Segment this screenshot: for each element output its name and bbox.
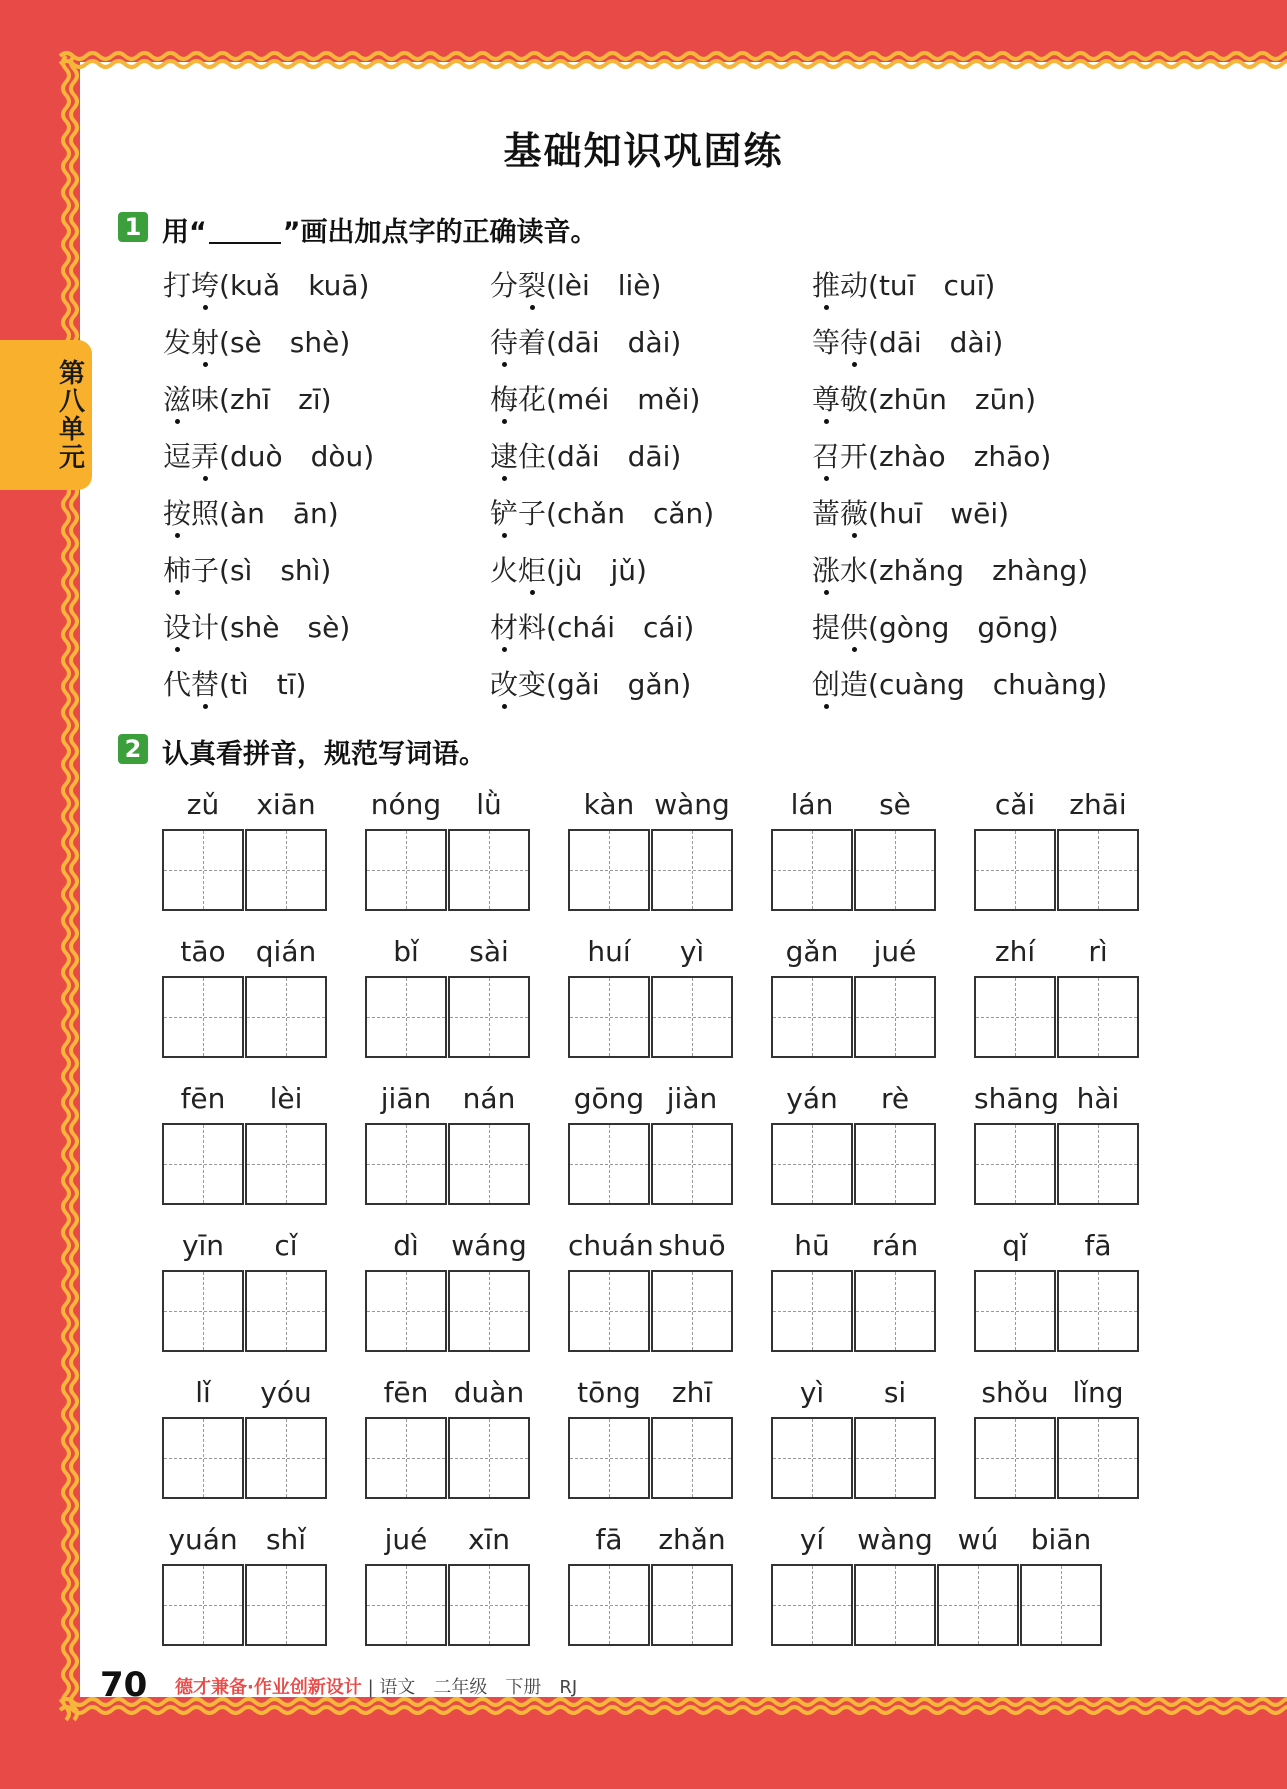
pinyin-options: (dāi dài) bbox=[868, 326, 1004, 359]
dotted-character: 推 bbox=[812, 269, 841, 302]
pinyin-syllable: yīn bbox=[181, 1229, 225, 1262]
reading-item bbox=[490, 549, 647, 589]
writing-box[interactable] bbox=[245, 1564, 327, 1646]
pinyin-syllable: yóu bbox=[260, 1376, 312, 1409]
pinyin-syllable: fā bbox=[595, 1523, 623, 1556]
reading-item bbox=[163, 663, 306, 703]
pinyin-syllable: rán bbox=[871, 1229, 919, 1262]
dotted-character: 替 bbox=[191, 668, 220, 701]
writing-box[interactable] bbox=[771, 829, 853, 911]
writing-box[interactable] bbox=[854, 829, 936, 911]
writing-box[interactable] bbox=[568, 1417, 650, 1499]
pinyin-options: (gòng gōng) bbox=[868, 611, 1059, 644]
question-2-text: 认真看拼音，规范写词语。 bbox=[162, 739, 486, 770]
pinyin-syllable: zhǎn bbox=[658, 1523, 726, 1556]
pinyin-syllable: tāo bbox=[180, 935, 226, 968]
writing-box[interactable] bbox=[365, 976, 447, 1058]
writing-box[interactable] bbox=[854, 1564, 936, 1646]
character: 住 bbox=[518, 440, 547, 473]
dotted-character: 尊 bbox=[812, 383, 841, 416]
pinyin-options: (huī wēi) bbox=[868, 497, 1010, 530]
pinyin-options: (cuàng chuàng) bbox=[868, 668, 1108, 701]
writing-box[interactable] bbox=[245, 1123, 327, 1205]
pinyin-options: (zhào zhāo) bbox=[868, 440, 1052, 473]
reading-item bbox=[490, 264, 661, 304]
dotted-character: 逮 bbox=[490, 440, 519, 473]
reading-item bbox=[812, 606, 1059, 646]
reading-item bbox=[812, 264, 995, 304]
reading-item bbox=[812, 663, 1107, 703]
pinyin-options: (dāi dài) bbox=[546, 326, 682, 359]
question-1-text-a: 用“ bbox=[162, 217, 207, 248]
dotted-character: 射 bbox=[191, 326, 220, 359]
pinyin-syllable: kàn bbox=[583, 788, 635, 821]
pinyin-options: (tì tī) bbox=[219, 668, 307, 701]
writing-box[interactable] bbox=[162, 1270, 244, 1352]
writing-box[interactable] bbox=[854, 1417, 936, 1499]
pinyin-syllable: wáng bbox=[451, 1229, 527, 1262]
dotted-character: 裂 bbox=[518, 269, 547, 302]
pinyin-syllable: rè bbox=[880, 1082, 910, 1115]
writing-box[interactable] bbox=[568, 829, 650, 911]
writing-box[interactable] bbox=[854, 976, 936, 1058]
pinyin-syllable: zǔ bbox=[186, 788, 220, 821]
pinyin-syllable: shuō bbox=[658, 1229, 726, 1262]
character: 子 bbox=[191, 554, 220, 587]
writing-box[interactable] bbox=[771, 1564, 853, 1646]
reading-item bbox=[490, 435, 681, 475]
reading-item bbox=[490, 606, 694, 646]
pinyin-syllable: gǎn bbox=[785, 935, 839, 968]
character: 变 bbox=[518, 668, 547, 701]
character: 子 bbox=[518, 497, 547, 530]
unit-tab-label: 第八单元 bbox=[58, 359, 85, 473]
pinyin-syllable: huí bbox=[587, 935, 631, 968]
writing-box[interactable] bbox=[1057, 1123, 1139, 1205]
pinyin-syllable: shǐ bbox=[265, 1523, 307, 1556]
dotted-character: 薇 bbox=[840, 497, 869, 530]
footer-separator: | bbox=[367, 1677, 374, 1698]
writing-box[interactable] bbox=[162, 976, 244, 1058]
dotted-character: 召 bbox=[812, 440, 841, 473]
pinyin-options: (chǎn cǎn) bbox=[546, 497, 715, 530]
page-number: 70 bbox=[100, 1665, 148, 1705]
writing-box[interactable] bbox=[651, 1270, 733, 1352]
dotted-character: 铲 bbox=[490, 497, 519, 530]
pinyin-syllable: rì bbox=[1088, 935, 1108, 968]
character: 水 bbox=[840, 554, 869, 587]
pinyin-syllable: lèi bbox=[269, 1082, 303, 1115]
wave-line bbox=[60, 53, 1287, 59]
writing-box[interactable] bbox=[162, 829, 244, 911]
character: 动 bbox=[840, 269, 869, 302]
dotted-character: 垮 bbox=[191, 269, 220, 302]
pinyin-options: (jù jǔ) bbox=[546, 554, 647, 587]
pinyin-syllable: yuán bbox=[168, 1523, 238, 1556]
dotted-character: 滋 bbox=[163, 383, 192, 416]
character: 开 bbox=[840, 440, 869, 473]
pinyin-syllable: shǒu bbox=[981, 1376, 1049, 1409]
dotted-character: 待 bbox=[490, 326, 519, 359]
writing-box[interactable] bbox=[974, 1417, 1056, 1499]
pinyin-syllable: lǐng bbox=[1072, 1376, 1124, 1409]
pinyin-syllable: cǎi bbox=[994, 788, 1036, 821]
character: 照 bbox=[191, 497, 220, 530]
reading-item bbox=[163, 264, 369, 304]
writing-box[interactable] bbox=[245, 829, 327, 911]
writing-box[interactable] bbox=[771, 1417, 853, 1499]
writing-box[interactable] bbox=[937, 1564, 1019, 1646]
reading-item bbox=[490, 378, 700, 418]
writing-box[interactable] bbox=[1057, 1270, 1139, 1352]
pinyin-syllable: sài bbox=[469, 935, 509, 968]
pinyin-syllable: cǐ bbox=[274, 1229, 298, 1262]
pinyin-options: (kuǎ kuā) bbox=[219, 269, 370, 302]
reading-item bbox=[812, 549, 1088, 589]
writing-box[interactable] bbox=[854, 1123, 936, 1205]
writing-box[interactable] bbox=[1057, 976, 1139, 1058]
character: 火 bbox=[490, 554, 519, 587]
reading-item bbox=[163, 549, 331, 589]
pinyin-options: (sè shè) bbox=[219, 326, 351, 359]
reading-item bbox=[812, 435, 1051, 475]
writing-box[interactable] bbox=[1057, 1417, 1139, 1499]
pinyin-syllable: gōng bbox=[573, 1082, 645, 1115]
wave-line bbox=[60, 1707, 1287, 1713]
footer bbox=[175, 1673, 577, 1699]
pinyin-syllable: jiān bbox=[380, 1082, 432, 1115]
character: 计 bbox=[191, 611, 220, 644]
writing-box[interactable] bbox=[771, 976, 853, 1058]
writing-box[interactable] bbox=[1057, 829, 1139, 911]
reading-item bbox=[163, 378, 332, 418]
writing-box[interactable] bbox=[365, 1270, 447, 1352]
pinyin-options: (dǎi dāi) bbox=[546, 440, 682, 473]
footer-subject: 语文 二年级 下册 RJ bbox=[379, 1677, 578, 1698]
pinyin-syllable: hài bbox=[1076, 1082, 1120, 1115]
pinyin-syllable: duàn bbox=[453, 1376, 525, 1409]
question-1-text bbox=[162, 210, 598, 249]
reading-item bbox=[163, 435, 374, 475]
pinyin-syllable: yán bbox=[786, 1082, 838, 1115]
writing-box[interactable] bbox=[365, 1123, 447, 1205]
writing-box[interactable] bbox=[162, 1417, 244, 1499]
pinyin-syllable: lǐ bbox=[195, 1376, 211, 1409]
writing-box[interactable] bbox=[854, 1270, 936, 1352]
character: 敬 bbox=[840, 383, 869, 416]
character: 代 bbox=[163, 668, 192, 701]
pinyin-options: (gǎi gǎn) bbox=[546, 668, 692, 701]
writing-box[interactable] bbox=[568, 976, 650, 1058]
pinyin-syllable: jué bbox=[873, 935, 917, 968]
writing-box[interactable] bbox=[771, 1270, 853, 1352]
writing-box[interactable] bbox=[162, 1564, 244, 1646]
writing-box[interactable] bbox=[568, 1564, 650, 1646]
writing-box[interactable] bbox=[1020, 1564, 1102, 1646]
writing-box[interactable] bbox=[651, 1564, 733, 1646]
pinyin-options: (méi měi) bbox=[546, 383, 701, 416]
pinyin-syllable: wú bbox=[957, 1523, 999, 1556]
reading-item bbox=[163, 606, 350, 646]
pinyin-syllable: si bbox=[883, 1376, 907, 1409]
writing-box[interactable] bbox=[365, 1417, 447, 1499]
pinyin-options: (zhī zī) bbox=[219, 383, 332, 416]
character: 提 bbox=[812, 611, 841, 644]
writing-box[interactable] bbox=[974, 1270, 1056, 1352]
writing-box[interactable] bbox=[568, 1270, 650, 1352]
character: 逗 bbox=[163, 440, 192, 473]
pinyin-syllable: lǜ bbox=[476, 788, 502, 821]
dotted-character: 梅 bbox=[490, 383, 519, 416]
pinyin-syllable: fēn bbox=[180, 1082, 226, 1115]
character: 打 bbox=[163, 269, 192, 302]
wave-line bbox=[60, 1699, 1287, 1705]
pinyin-syllable: jiàn bbox=[666, 1082, 718, 1115]
underline-blank bbox=[209, 224, 281, 244]
character: 分 bbox=[490, 269, 519, 302]
dotted-character: 改 bbox=[490, 668, 519, 701]
pinyin-syllable: shāng bbox=[974, 1082, 1060, 1115]
writing-box[interactable] bbox=[365, 1564, 447, 1646]
pinyin-syllable: jué bbox=[384, 1523, 428, 1556]
pinyin-syllable: yí bbox=[799, 1523, 825, 1556]
character: 着 bbox=[518, 326, 547, 359]
reading-item bbox=[812, 492, 1009, 532]
dotted-character: 待 bbox=[840, 326, 869, 359]
pinyin-syllable: wàng bbox=[654, 788, 730, 821]
character: 发 bbox=[163, 326, 192, 359]
pinyin-syllable: tōng bbox=[577, 1376, 641, 1409]
writing-box[interactable] bbox=[651, 829, 733, 911]
pinyin-syllable: qián bbox=[255, 935, 317, 968]
character: 花 bbox=[518, 383, 547, 416]
pinyin-syllable: dì bbox=[393, 1229, 419, 1262]
pinyin-syllable: xiān bbox=[256, 788, 316, 821]
pinyin-syllable: bǐ bbox=[393, 935, 419, 968]
reading-item bbox=[490, 492, 714, 532]
reading-item bbox=[490, 321, 681, 361]
pinyin-syllable: hū bbox=[794, 1229, 830, 1262]
pinyin-syllable: yì bbox=[799, 1376, 825, 1409]
writing-box[interactable] bbox=[448, 976, 530, 1058]
pinyin-syllable: nán bbox=[462, 1082, 516, 1115]
dotted-character: 炬 bbox=[518, 554, 547, 587]
writing-box[interactable] bbox=[974, 829, 1056, 911]
question-1-number: 1 bbox=[118, 212, 148, 242]
pinyin-syllable: biān bbox=[1030, 1523, 1092, 1556]
character: 蔷 bbox=[812, 497, 841, 530]
page-title: 基础知识巩固练 bbox=[503, 129, 784, 173]
writing-box[interactable] bbox=[651, 1417, 733, 1499]
reading-item bbox=[812, 378, 1036, 418]
dotted-character: 设 bbox=[163, 611, 192, 644]
footer-brand: 德才兼备·作业创新设计 bbox=[175, 1677, 362, 1698]
writing-box[interactable] bbox=[448, 1270, 530, 1352]
dotted-character: 柿 bbox=[163, 554, 192, 587]
pinyin-syllable: nóng bbox=[370, 788, 442, 821]
writing-box[interactable] bbox=[568, 1123, 650, 1205]
reading-item bbox=[163, 492, 339, 532]
pinyin-syllable: fā bbox=[1084, 1229, 1112, 1262]
pinyin-options: (zhūn zūn) bbox=[868, 383, 1037, 416]
reading-item bbox=[490, 663, 691, 703]
pinyin-options: (chái cái) bbox=[546, 611, 695, 644]
pinyin-syllable: zhī bbox=[671, 1376, 713, 1409]
pinyin-options: (duò dòu) bbox=[219, 440, 375, 473]
pinyin-syllable: fēn bbox=[383, 1376, 429, 1409]
character: 造 bbox=[840, 668, 869, 701]
writing-box[interactable] bbox=[651, 976, 733, 1058]
pinyin-syllable: qǐ bbox=[1002, 1229, 1028, 1262]
writing-box[interactable] bbox=[974, 976, 1056, 1058]
reading-item bbox=[812, 321, 1003, 361]
dotted-character: 创 bbox=[812, 668, 841, 701]
writing-box[interactable] bbox=[245, 976, 327, 1058]
dotted-character: 按 bbox=[163, 497, 192, 530]
pinyin-syllable: yì bbox=[679, 935, 705, 968]
pinyin-options: (lèi liè) bbox=[546, 269, 662, 302]
dotted-character: 弄 bbox=[191, 440, 220, 473]
writing-box[interactable] bbox=[245, 1417, 327, 1499]
question-2-number: 2 bbox=[118, 734, 148, 764]
wave-line bbox=[63, 56, 69, 1720]
pinyin-syllable: wàng bbox=[857, 1523, 933, 1556]
writing-box[interactable] bbox=[162, 1123, 244, 1205]
writing-box[interactable] bbox=[365, 829, 447, 911]
pinyin-syllable: zhāi bbox=[1069, 788, 1127, 821]
pinyin-options: (zhǎng zhàng) bbox=[868, 554, 1089, 587]
reading-item bbox=[163, 321, 350, 361]
question-1-text-b: ”画出加点字的正确读音。 bbox=[282, 217, 598, 248]
pinyin-syllable: chuán bbox=[568, 1229, 654, 1262]
wave-line bbox=[71, 56, 77, 1720]
pinyin-syllable: zhí bbox=[994, 935, 1036, 968]
writing-box[interactable] bbox=[448, 829, 530, 911]
writing-box[interactable] bbox=[974, 1123, 1056, 1205]
pinyin-options: (sì shì) bbox=[219, 554, 332, 587]
writing-box[interactable] bbox=[245, 1270, 327, 1352]
pinyin-options: (àn ān) bbox=[219, 497, 339, 530]
character: 味 bbox=[191, 383, 220, 416]
dotted-character: 涨 bbox=[812, 554, 841, 587]
pinyin-syllable: xīn bbox=[467, 1523, 511, 1556]
dotted-character: 供 bbox=[840, 611, 869, 644]
writing-box[interactable] bbox=[651, 1123, 733, 1205]
pinyin-syllable: lán bbox=[790, 788, 834, 821]
pinyin-options: (tuī cuī) bbox=[868, 269, 996, 302]
character: 等 bbox=[812, 326, 841, 359]
pinyin-options: (shè sè) bbox=[219, 611, 351, 644]
writing-box[interactable] bbox=[448, 1417, 530, 1499]
dotted-character: 材 bbox=[490, 611, 519, 644]
writing-box[interactable] bbox=[771, 1123, 853, 1205]
pinyin-syllable: sè bbox=[879, 788, 911, 821]
writing-box[interactable] bbox=[448, 1123, 530, 1205]
writing-box[interactable] bbox=[448, 1564, 530, 1646]
character: 料 bbox=[518, 611, 547, 644]
